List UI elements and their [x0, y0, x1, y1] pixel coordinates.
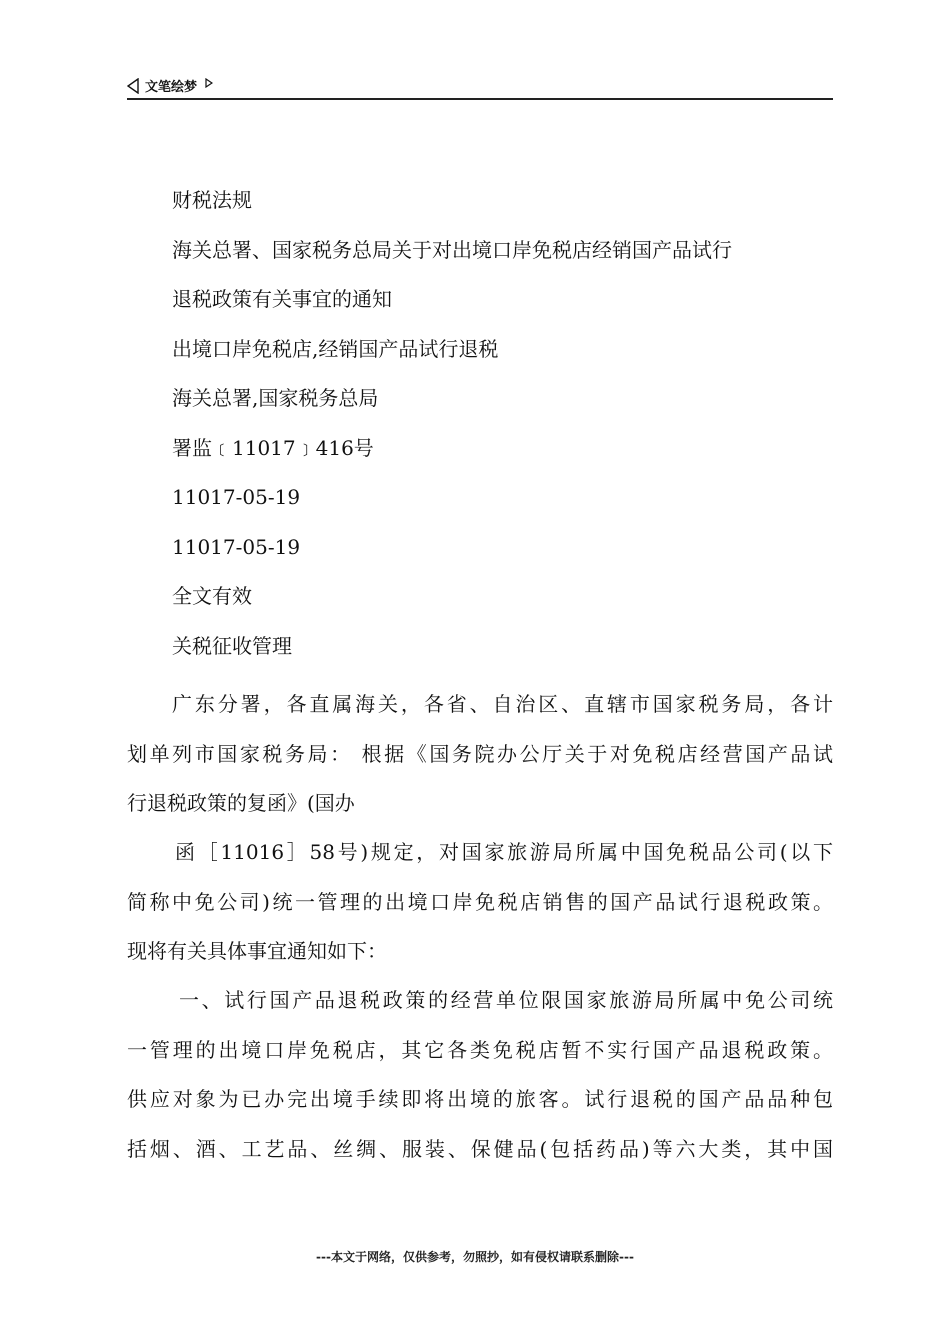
document-title-line-1: 海关总署、国家税务总局关于对出境口岸免税店经销国产品试行: [172, 237, 732, 262]
paragraph-line: 现将有关具体事宜通知如下：: [127, 939, 387, 963]
paragraph-line: 简称中免公司)统一管理的出境口岸免税店销售的国产品试行退税政策。: [127, 889, 833, 914]
issuing-authority: 海关总署,国家税务总局: [172, 386, 379, 410]
page-header: [127, 74, 833, 100]
category-label: 财税法规: [172, 188, 252, 212]
header-brand: [127, 76, 213, 95]
page-footer: ---本文于网络，仅供参考，勿照抄，如有侵权请联系删除---: [316, 1250, 634, 1264]
paragraph-line: 一管理的出境口岸免税店，其它各类免税店暂不实行国产品退税政策。: [127, 1037, 833, 1062]
validity-status: 全文有效: [172, 584, 252, 608]
paragraph-line: 行退税政策的复函》(国办: [127, 791, 355, 815]
triangle-left-icon: [127, 78, 139, 94]
paragraph-line: 括烟、酒、工艺品、丝绸、服装、保健品(包括药品)等六大类，其中国: [127, 1136, 833, 1161]
paragraph-line: 划单列市国家税务局： 根据《国务院办公厅关于对免税店经营国产品试: [127, 741, 833, 766]
document-title-line-2: 退税政策有关事宜的通知: [172, 287, 392, 311]
subject-category: 关税征收管理: [172, 633, 292, 658]
paragraph-line: 函［11016］58号)规定，对国家旅游局所属中国免税品公司(以下: [175, 840, 833, 864]
issue-date: 11017-05-19: [172, 485, 301, 509]
paragraph-1: [127, 692, 833, 841]
paragraph-line: 广东分署，各直属海关，各省、自治区、直辖市国家税务局，各计: [172, 692, 833, 716]
triangle-right-icon: [205, 78, 213, 88]
effective-date: 11017-05-19: [172, 534, 301, 559]
keywords: 出境口岸免税店,经销国产品试行退税: [172, 336, 499, 361]
header-brand-text: 文笔绘梦: [145, 80, 198, 95]
meta-block: [172, 188, 792, 683]
paragraph-3: [127, 988, 833, 1186]
paragraph-2: [127, 840, 833, 989]
paragraph-line: 供应对象为已办完出境手续即将出境的旅客。试行退税的国产品品种包: [127, 1087, 833, 1111]
document-number: 署监﹝11017﹞416号: [172, 435, 374, 460]
paragraph-line: 一、试行国产品退税政策的经营单位限国家旅游局所属中免公司统: [179, 988, 833, 1012]
